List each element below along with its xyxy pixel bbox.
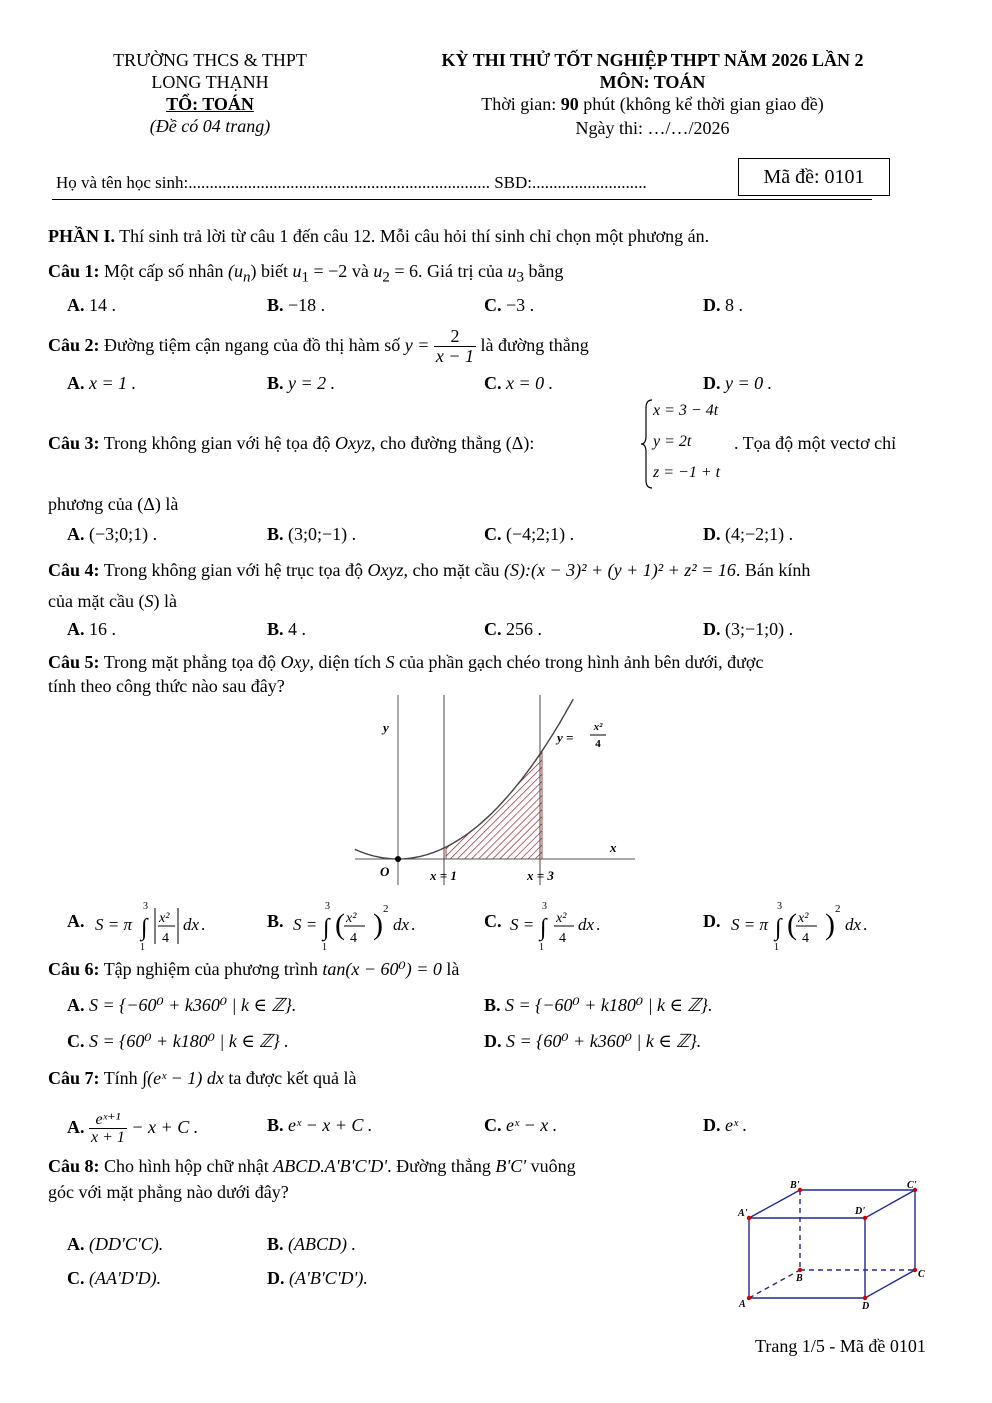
- svg-text:2: 2: [835, 903, 841, 915]
- svg-text:1: 1: [539, 942, 544, 952]
- svg-text:∫: ∫: [323, 915, 330, 941]
- svg-text:x²: x²: [159, 911, 170, 926]
- svg-text:.: .: [411, 915, 416, 934]
- question-1: Câu 1: Một cấp số nhân $(u_n)$ biết $u_1 = -2$ và $u_2 = 6$. Giá trị của $u_3$ bằng: [48, 261, 564, 286]
- q5-x-label: x: [610, 840, 617, 855]
- question-2: Câu 2: Đường tiệm cận ngang của đồ thị hàm số y = $\frac{2}{x - 1}$ là đường thẳng: [48, 325, 589, 367]
- q3-eq-z: z = −1 + t: [653, 464, 721, 481]
- q5-graph: [350, 690, 640, 890]
- question-6: Câu 6: Tập nghiệm của phương trình tan(x − 60⁰) = 0 là: [48, 959, 460, 979]
- svg-text:4: 4: [802, 931, 809, 946]
- svg-text:1: 1: [322, 942, 327, 952]
- q8-option-a[interactable]: A. (DD'C'C).: [67, 1234, 164, 1254]
- svg-text:2: 2: [383, 903, 389, 915]
- exam-code-box: [738, 158, 890, 196]
- q5-x3-label: x = 3: [527, 868, 554, 883]
- exam-subject: MÔN: TOÁN: [599, 72, 706, 92]
- svg-text:): ): [825, 908, 835, 941]
- svg-text:S = π: S = π: [95, 915, 132, 934]
- q5-shaded-region: [446, 751, 542, 859]
- svg-text:4: 4: [350, 931, 357, 946]
- edge-a-b-hidden: [749, 1270, 800, 1298]
- vertex-c1-label: C': [907, 1180, 917, 1191]
- svg-text:.: .: [863, 915, 868, 934]
- vertex-d-label: D: [862, 1301, 870, 1312]
- vertex-b-label: B: [796, 1273, 803, 1284]
- q8-cuboid-diagram: [735, 1178, 935, 1318]
- vertex-b1-label: B': [790, 1180, 800, 1191]
- school-name-line2: LONG THẠNH: [151, 72, 269, 92]
- q5-x1-label: x = 1: [430, 868, 457, 883]
- q5-formula-b: [291, 898, 441, 952]
- svg-text:x²: x²: [798, 911, 809, 926]
- svg-text:∫: ∫: [775, 915, 782, 941]
- q7-option-d[interactable]: D. eˣ .: [703, 1115, 748, 1135]
- q2-option-a[interactable]: A. x = 1 .: [67, 373, 137, 393]
- svg-text:(: (: [335, 908, 345, 941]
- q1-option-c[interactable]: C. −3 .: [484, 295, 535, 315]
- svg-text:x²: x²: [346, 911, 357, 926]
- question-7: Câu 7: Tính ∫(eˣ − 1) dx ta được kết quả là: [48, 1068, 357, 1088]
- question-3-cont: . Tọa độ một vectơ chỉ: [734, 433, 897, 453]
- header-divider: [52, 199, 872, 200]
- q1-option-d[interactable]: D. 8 .: [703, 295, 743, 315]
- q4-option-d[interactable]: D. (3;−1;0) .: [703, 619, 794, 639]
- svg-text:3: 3: [143, 901, 148, 912]
- q8-option-d[interactable]: D. (A'B'C'D').: [267, 1268, 368, 1288]
- svg-text:dx: dx: [578, 915, 595, 934]
- q3-option-a[interactable]: A. (−3;0;1) .: [67, 524, 158, 544]
- svg-text:x²: x²: [556, 911, 567, 926]
- edge-a1-b1: [749, 1190, 800, 1218]
- q1-option-a[interactable]: A. 14 .: [67, 295, 116, 315]
- q6-option-b[interactable]: B. S = {−60⁰ + k180⁰ | k ∈ ℤ}.: [484, 995, 713, 1015]
- q3-eq-y: y = 2t: [653, 433, 692, 450]
- svg-text:3: 3: [777, 901, 782, 912]
- q7-option-c[interactable]: C. eˣ − x .: [484, 1115, 558, 1135]
- svg-text:3: 3: [542, 901, 547, 912]
- q3-option-d[interactable]: D. (4;−2;1) .: [703, 524, 794, 544]
- q5-y-label: y: [383, 720, 389, 735]
- svg-text:.: .: [596, 915, 601, 934]
- part1-instruction: PHẦN I. Thí sinh trả lời từ câu 1 đến câu 12. Mỗi câu hỏi thí sinh chỉ chọn một phương án.: [48, 226, 710, 246]
- svg-text:S =: S =: [510, 915, 535, 934]
- q6-option-d[interactable]: D. S = {60⁰ + k360⁰ | k ∈ ℤ}.: [484, 1031, 702, 1051]
- student-info-line: Họ và tên học sinh:....................................................................... SBD:...........................: [56, 173, 647, 192]
- q2-option-d[interactable]: D. y = 0 .: [703, 373, 773, 393]
- q7-option-a[interactable]: A. $\frac{\text{eˣ⁺¹}}{x + 1}$ − x + C .: [67, 1110, 199, 1147]
- q5-curve-num: x²: [593, 721, 603, 733]
- q5-curve-den: 4: [595, 738, 601, 750]
- q6-option-c[interactable]: C. S = {60⁰ + k180⁰ | k ∈ ℤ} .: [67, 1031, 289, 1051]
- school-name-line1: TRƯỜNG THCS & THPT: [113, 50, 307, 70]
- q4-option-a[interactable]: A. 16 .: [67, 619, 116, 639]
- q5-origin-label: O: [380, 864, 390, 879]
- question-4-line2: của mặt cầu (S) là: [48, 591, 177, 611]
- q5-formula-c: [508, 898, 638, 952]
- svg-text:1: 1: [140, 942, 145, 952]
- svg-text:4: 4: [559, 931, 566, 946]
- svg-text:S =: S =: [293, 915, 318, 934]
- question-8-line2: góc với mặt phẳng nào dưới đây?: [48, 1182, 289, 1202]
- exam-title: KỲ THI THỬ TỐT NGHIỆP THPT NĂM 2026 LẦN 2: [441, 50, 864, 70]
- question-3-line2: phương của (Δ) là: [48, 494, 179, 514]
- q4-option-b[interactable]: B. 4 .: [267, 619, 307, 639]
- exam-date: Ngày thi: …/…/2026: [575, 118, 730, 138]
- svg-text:S = π: S = π: [731, 915, 768, 934]
- svg-text:.: .: [201, 915, 206, 934]
- svg-text:4: 4: [162, 931, 169, 946]
- question-8: Câu 8: Cho hình hộp chữ nhật ABCD.A'B'C'D'. Đường thẳng B'C' vuông: [48, 1156, 576, 1176]
- question-4: Câu 4: Trong không gian với hệ trục tọa độ Oxyz, cho mặt cầu (S):(x − 3)² + (y + 1)² + z² = 16. Bán kính: [48, 560, 811, 580]
- department: TỔ: TOÁN: [166, 94, 254, 114]
- q8-option-b[interactable]: B. (ABCD) .: [267, 1234, 356, 1254]
- vertex-a-label: A: [739, 1299, 746, 1310]
- q5-origin-point: [395, 856, 401, 862]
- q2-option-c[interactable]: C. x = 0 .: [484, 373, 554, 393]
- q4-option-c[interactable]: C. 256 .: [484, 619, 542, 639]
- exam-code: Mã đề: 0101: [763, 166, 865, 188]
- q3-option-c[interactable]: C. (−4;2;1) .: [484, 524, 575, 544]
- q3-option-b[interactable]: B. (3;0;−1) .: [267, 524, 357, 544]
- vertex-a1-label: A': [738, 1208, 748, 1219]
- question-5: Câu 5: Trong mặt phẳng tọa độ Oxy, diện tích S của phần gạch chéo trong hình ảnh bên dưới, được: [48, 652, 764, 672]
- exam-time: Thời gian: 90 phút (không kể thời gian giao đề): [481, 94, 824, 114]
- question-3: Câu 3: Trong không gian với hệ tọa độ Oxyz, cho đường thẳng (Δ):: [48, 433, 535, 453]
- svg-text:(: (: [787, 908, 797, 941]
- svg-text:∫: ∫: [540, 915, 547, 941]
- svg-text:dx: dx: [393, 915, 410, 934]
- q8-option-c[interactable]: C. (AA'D'D).: [67, 1268, 162, 1288]
- q7-option-b[interactable]: B. eˣ − x + C .: [267, 1115, 373, 1135]
- q2-fraction: $\frac{2}{x - 1}$: [435, 325, 475, 367]
- q3-eq-x: x = 3 − 4t: [653, 402, 719, 419]
- svg-text:dx: dx: [845, 915, 862, 934]
- svg-text:): ): [373, 908, 383, 941]
- svg-text:3: 3: [325, 901, 330, 912]
- q3-brace: [640, 398, 654, 490]
- q5-formula-d: [729, 898, 889, 952]
- svg-text:dx: dx: [183, 915, 200, 934]
- question-5-line2: tính theo công thức nào sau đây?: [48, 676, 285, 696]
- q5-curve-label: y =: [557, 730, 574, 745]
- pages-note: (Đề có 04 trang): [149, 116, 271, 136]
- edge-d-c: [865, 1270, 915, 1298]
- q1-option-b[interactable]: B. −18 .: [267, 295, 326, 315]
- q6-option-a[interactable]: A. S = {−60⁰ + k360⁰ | k ∈ ℤ}.: [67, 995, 297, 1015]
- svg-text:1: 1: [774, 942, 779, 952]
- q2-option-b[interactable]: B. y = 2 .: [267, 373, 336, 393]
- page-footer: Trang 1/5 - Mã đề 0101: [755, 1336, 926, 1356]
- edge-d1-c1: [865, 1190, 915, 1218]
- vertex-c-label: C: [918, 1269, 925, 1280]
- q5-formula-a: [93, 898, 233, 952]
- vertex-d1-label: D': [855, 1206, 865, 1217]
- svg-text:∫: ∫: [141, 915, 148, 941]
